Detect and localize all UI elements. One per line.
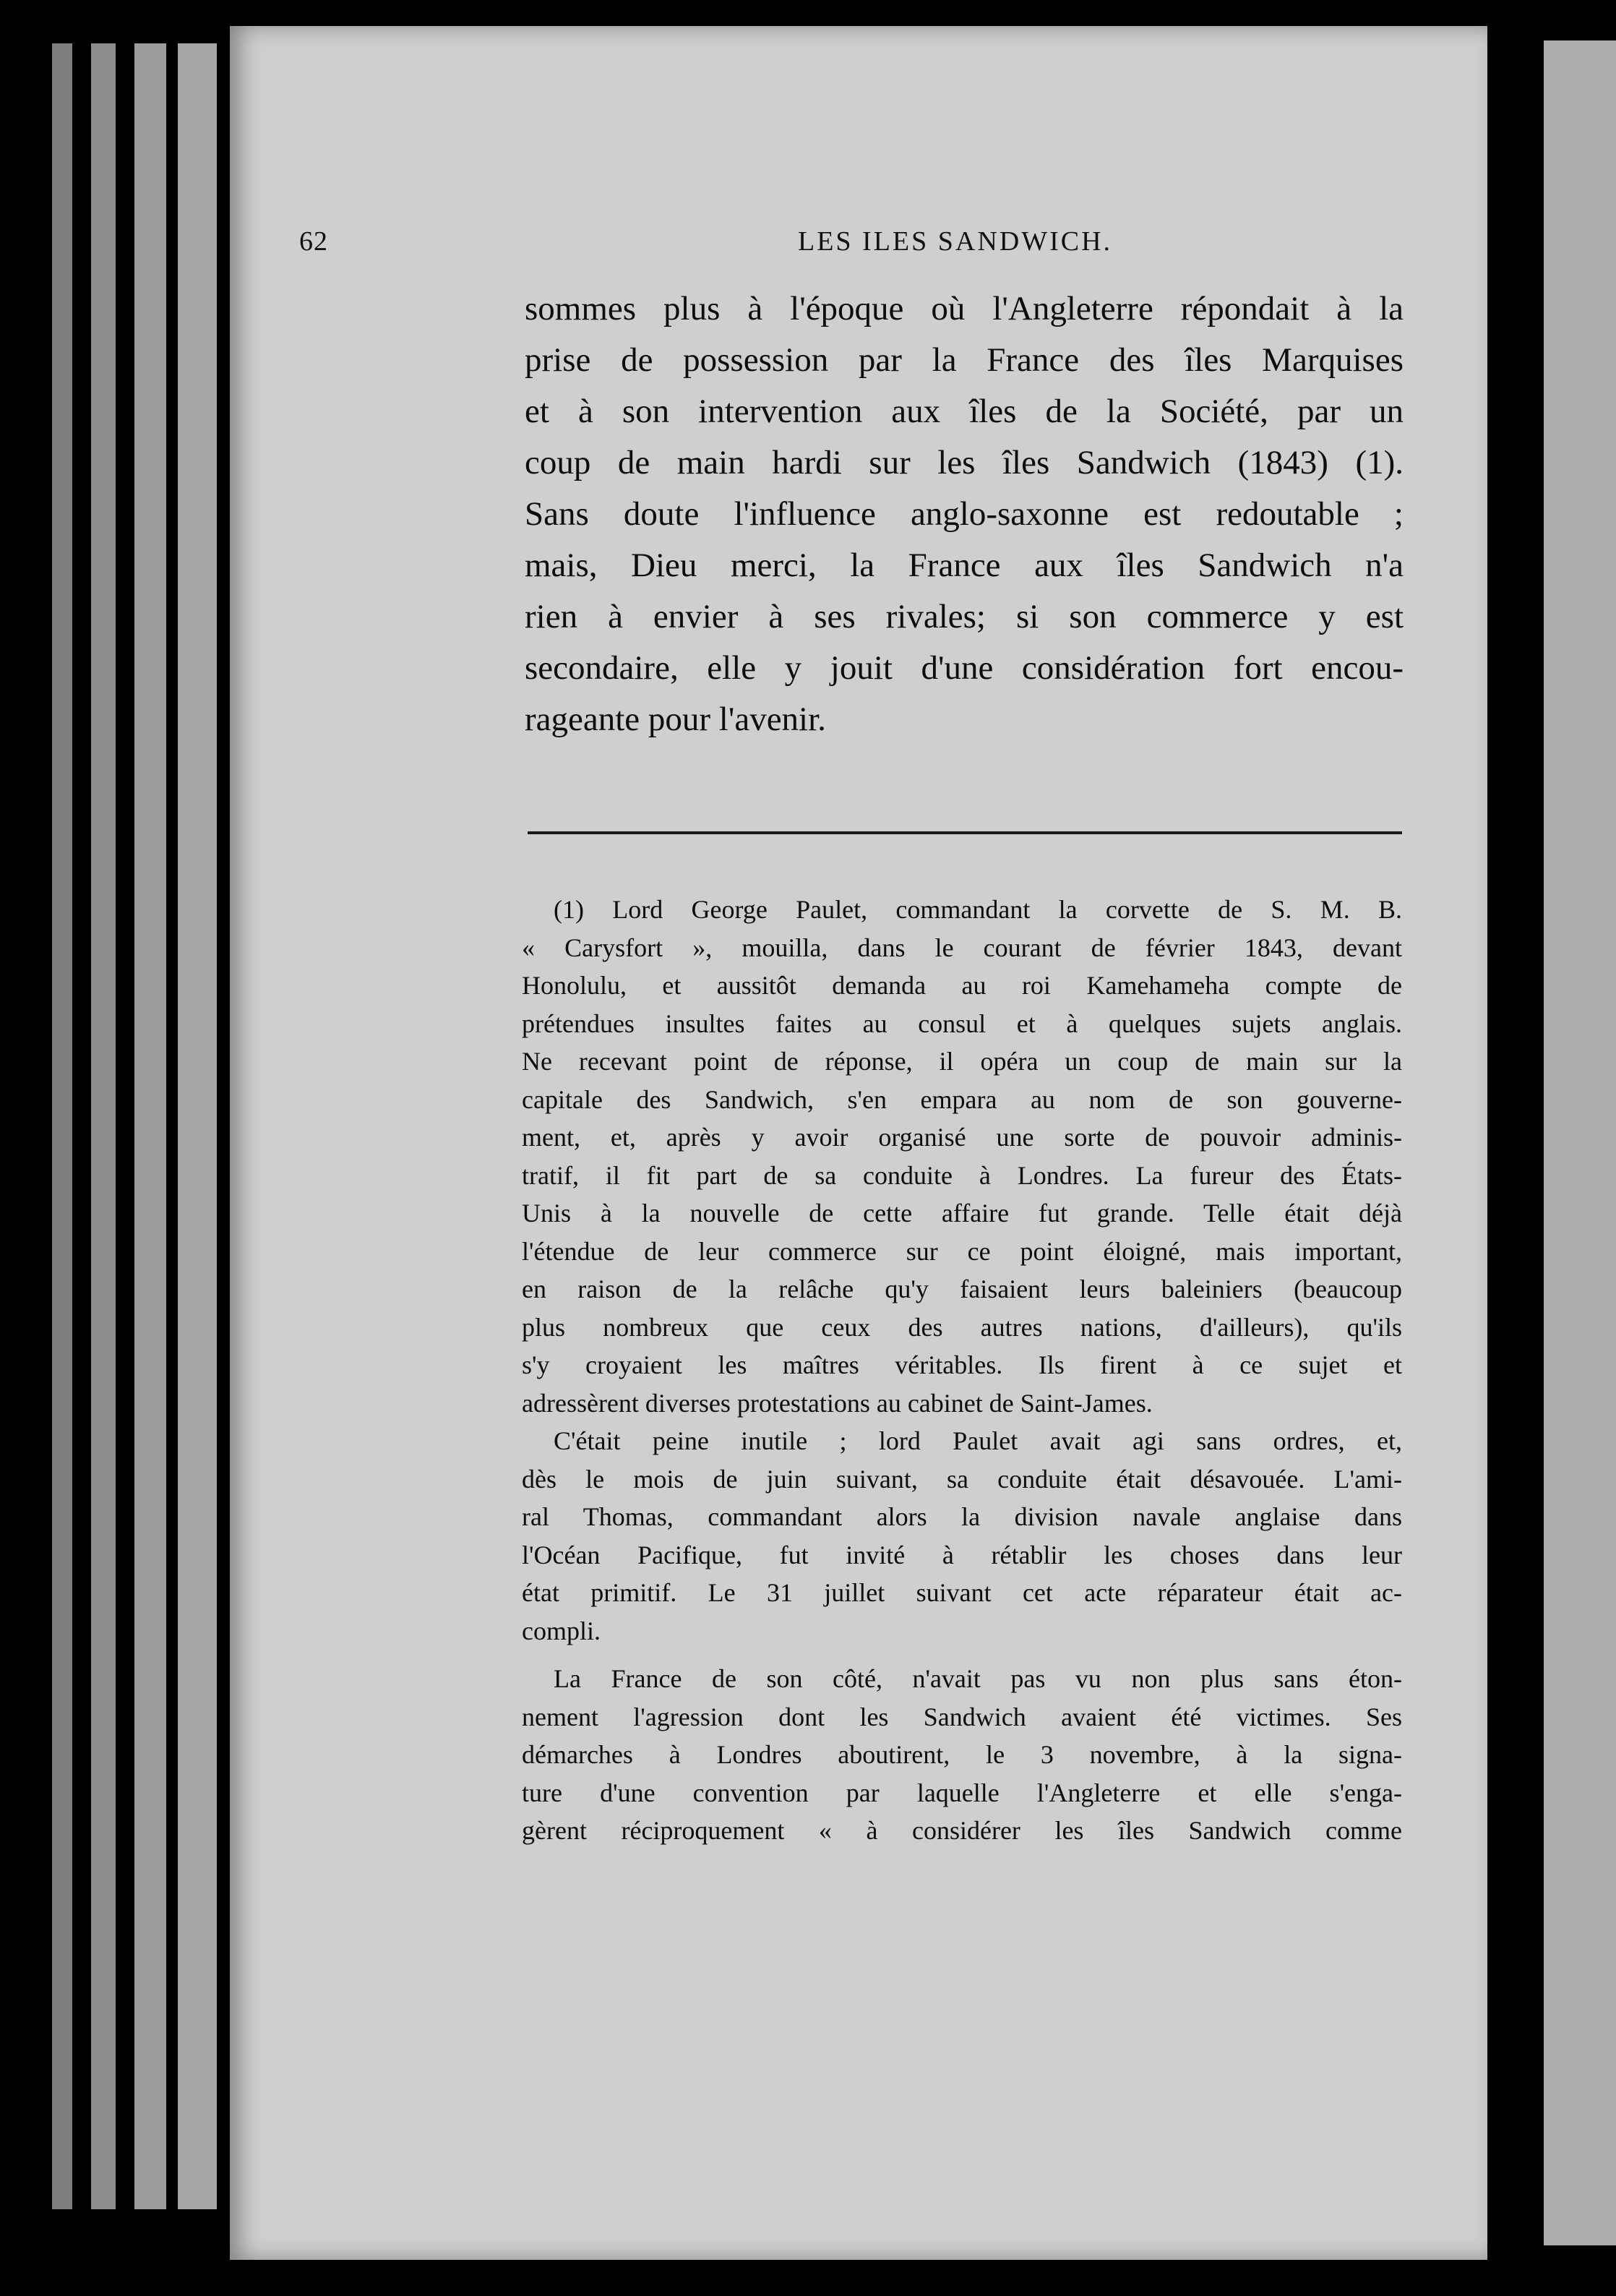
footnote-line: s'y croyaient les maîtres véritables. Ils firent à ce sujet et <box>522 1350 1402 1379</box>
footnote-line: C'était peine inutile ; lord Paulet avait agi sans ordres, et, <box>554 1426 1402 1455</box>
body-line: mais, Dieu merci, la France aux îles Sandwich n'a <box>525 547 1404 584</box>
body-line: secondaire, elle y jouit d'une considération fort encou- <box>525 649 1404 687</box>
footnote-line: l'Océan Pacifique, fut invité à rétablir les choses dans leur <box>522 1540 1402 1569</box>
footnote <box>522 891 1402 1850</box>
page-edge <box>178 43 217 2209</box>
footnote-line: dès le mois de juin suivant, sa conduite était désavouée. L'ami- <box>522 1464 1402 1494</box>
body-line: coup de main hardi sur les îles Sandwich (1843) (1). <box>525 444 1404 481</box>
next-page-edge <box>1544 40 1616 2245</box>
body-line: et à son intervention aux îles de la Société, par un <box>525 393 1404 430</box>
body-line: rien à envier à ses rivales; si son commerce y est <box>525 598 1404 635</box>
body-line: rageante pour l'avenir. <box>525 701 826 738</box>
footnote-line: Honolulu, et aussitôt demanda au roi Kamehameha compte de <box>522 971 1402 1000</box>
page-edge <box>134 43 166 2209</box>
footnote-line: l'étendue de leur commerce sur ce point éloigné, mais important, <box>522 1236 1402 1266</box>
page-number: 62 <box>299 226 328 257</box>
footnote-line: capitale des Sandwich, s'en empara au nom de son gouverne- <box>522 1084 1402 1114</box>
footnote-line: ture d'une convention par laquelle l'Angleterre et elle s'enga- <box>522 1778 1402 1807</box>
footnote-line: prétendues insultes faites au consul et à quelques sujets anglais. <box>522 1008 1402 1038</box>
paragraph-gap <box>522 1650 1402 1660</box>
footnote-line: nement l'agression dont les Sandwich avaient été victimes. Ses <box>522 1702 1402 1731</box>
footnote-line: gèrent réciproquement « à considérer les îles Sandwich comme <box>522 1816 1402 1845</box>
footnote-line: tratif, il fit part de sa conduite à Londres. La fureur des États- <box>522 1160 1402 1190</box>
footnote-line: démarches à Londres aboutirent, le 3 novembre, à la signa- <box>522 1740 1402 1769</box>
page-header <box>299 226 1427 269</box>
footnote-line: ment, et, après y avoir organisé une sorte de pouvoir adminis- <box>522 1123 1402 1152</box>
body-line: prise de possession par la France des îles Marquises <box>525 341 1404 379</box>
footnote-line: « Carysfort », mouilla, dans le courant de février 1843, devant <box>522 933 1402 962</box>
footnote-line: compli. <box>522 1616 601 1645</box>
footnote-line: état primitif. Le 31 juillet suivant cet acte réparateur était ac- <box>522 1578 1402 1607</box>
footnote-line: ral Thomas, commandant alors la division navale anglaise dans <box>522 1502 1402 1531</box>
footnote-line: Unis à la nouvelle de cette affaire fut grande. Telle était déjà <box>522 1199 1402 1228</box>
footnote-line: plus nombreux que ceux des autres nations, d'ailleurs), qu'ils <box>522 1312 1402 1342</box>
footnote-line: en raison de la relâche qu'y faisaient leurs baleiniers (beaucoup <box>522 1275 1402 1303</box>
footnote-line: (1) Lord George Paulet, commandant la corvette de S. M. B. <box>554 895 1402 924</box>
main-paragraph <box>525 283 1404 745</box>
footnote-line: Ne recevant point de réponse, il opéra un coup de main sur la <box>522 1047 1402 1076</box>
body-line: sommes plus à l'époque où l'Angleterre répondait à la <box>525 290 1404 327</box>
page-edge <box>52 43 72 2209</box>
page-edge <box>91 43 116 2209</box>
body-line: Sans doute l'influence anglo-saxonne est redoutable ; <box>525 495 1404 533</box>
running-title: LES ILES SANDWICH. <box>798 226 1113 257</box>
footnote-line: La France de son côté, n'avait pas vu non plus sans éton- <box>554 1664 1402 1693</box>
footnote-divider <box>528 831 1402 834</box>
footnote-line: adressèrent diverses protestations au cabinet de Saint-James. <box>522 1388 1153 1418</box>
